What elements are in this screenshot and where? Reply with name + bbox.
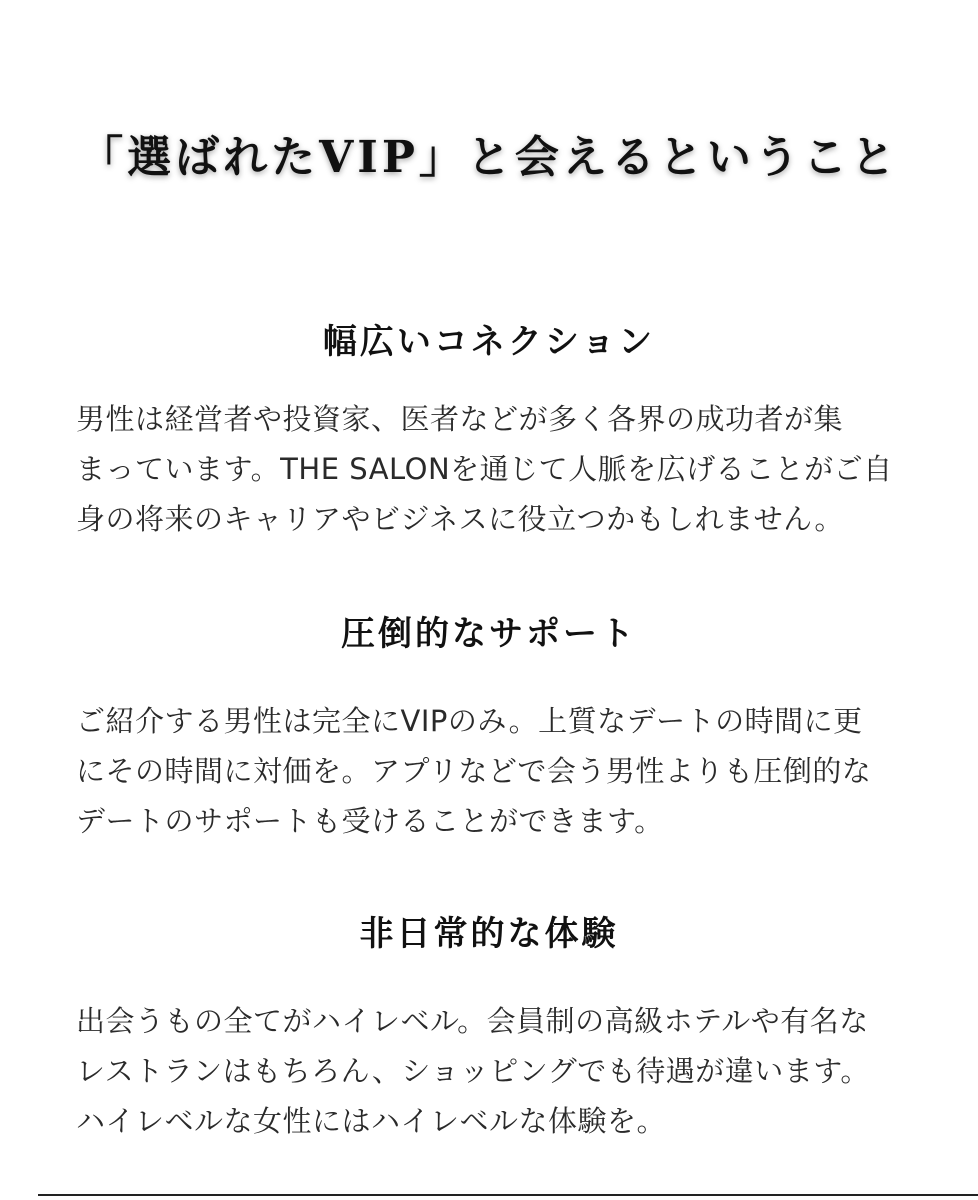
section-body-support bbox=[76, 696, 906, 846]
body-line: ハイレベルな女性にはハイレベルな体験を。 bbox=[76, 1104, 667, 1138]
body-line: 出会うもの全てがハイレベル。会員制の高級ホテルや有名な bbox=[76, 1004, 869, 1038]
body-line: 男性は経営者や投資家、医者などが多く各界の成功者が集 bbox=[76, 402, 844, 436]
section-heading-experience: 非日常的な体験 bbox=[359, 914, 619, 954]
body-line: 身の将来のキャリアやビジネスに役立つかもしれません。 bbox=[76, 502, 844, 536]
body-line: ご紹介する男性は完全にVIPのみ。上質なデートの時間に更 bbox=[76, 704, 863, 738]
body-line: まっています。THE SALONを通じて人脈を広げることがご自 bbox=[76, 452, 893, 486]
section-heading-connection: 幅広いコネクション bbox=[322, 322, 656, 362]
section-body-experience bbox=[76, 996, 906, 1146]
body-line: デートのサポートも受けることができます。 bbox=[76, 804, 664, 838]
bottom-divider bbox=[38, 1194, 978, 1196]
body-line: レストランはもちろん、ショッピングでも待遇が違います。 bbox=[76, 1054, 870, 1088]
page-title: 「選ばれたVIP」と会えるということ bbox=[79, 132, 899, 183]
body-line: にその時間に対価を。アプリなどで会う男性よりも圧倒的な bbox=[76, 754, 872, 788]
section-heading-support: 圧倒的なサポート bbox=[341, 614, 637, 654]
section-body-connection bbox=[76, 394, 906, 544]
